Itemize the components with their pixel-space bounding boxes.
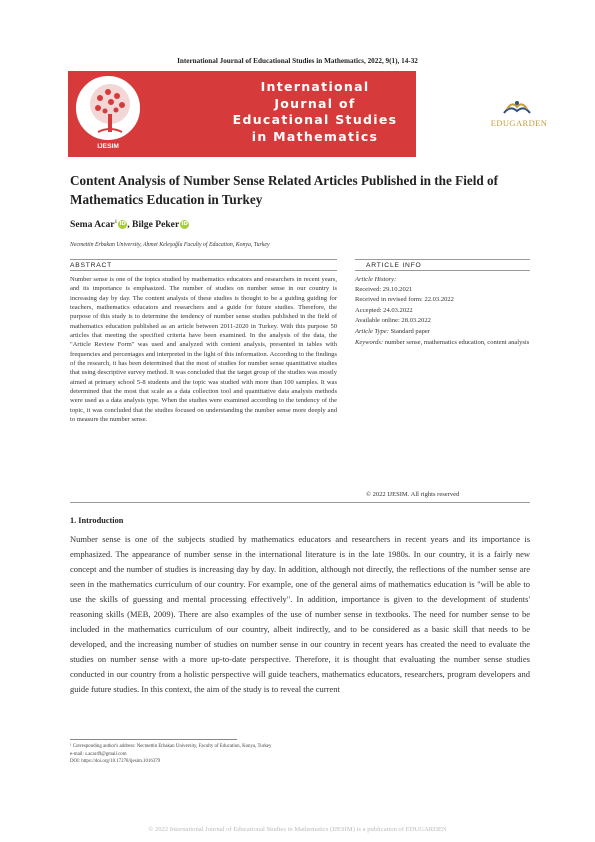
author-list [70, 219, 189, 230]
article-history-label-text: Article History: [355, 276, 397, 283]
journal-citation-line: International Journal of Educational Studies in Mathematics, 2022, 9(1), 14-32 [177, 57, 418, 65]
publisher-panel [416, 71, 548, 157]
page-footer: © 2022 International Journal of Educational Studies in Mathematics (IJESIM) is a publication of EDUGARDEN [148, 826, 447, 833]
journal-banner [68, 71, 548, 157]
section-heading: 1. Introduction [70, 516, 124, 525]
online-date: Available online: 28.03.2022 [355, 317, 431, 324]
banner-title-line: in Mathematics [251, 128, 379, 144]
footnote-divider [70, 739, 237, 740]
introduction-text: Number sense is one of the subjects studied by mathematics educators and researchers in recent years and its importance is emphasized. The appearance of number sense in the international literature is in the late 1980s. In our country, it is a fairly new concept and the number of studies is increasing day by day. In addition, although not directly, the reflections of the number sense are seen in the mathematics curriculum of our country. For example, one of the general aims of mathematics education is "will be able to use the skills of guessing and mental processing effectively". In addition, importance is given to the development of students' reasoning skills (MEB, 2009). There are also examples of the use of number sense in textbooks. The need for number sense to be included in the mathematics curriculum of our country, albeit indirectly, and to be considered as a basic skill that needs to be developed, and the increasing number of studies on number sense in our country in recent years has created the need to evaluate the studies on number sense with a more up-to-date perspective. Therefore, it is thought that evaluating the number sense studies conducted in our country from a holistic perspective will guide teachers, mathematics educators, researchers, program developers and guide future studies. In this context, the aim of the study is to reveal the current [70, 534, 530, 695]
orcid-icon[interactable]: iD [181, 221, 188, 227]
tree-logo-icon [76, 76, 140, 140]
revised-date: Received in revised form: 22.03.2022 [355, 296, 454, 303]
article-type-label: Article Type: [355, 328, 389, 335]
article-info-heading: ARTICLE INFO [366, 262, 422, 269]
keywords [355, 338, 530, 347]
author-name: Bilge Peker [132, 219, 180, 230]
footnote-address: ¹ Corresponding author's address: Necmettin Erbakan University, Faculty of Education, Konya, Turkey [70, 744, 272, 749]
divider [70, 270, 337, 271]
divider [70, 502, 530, 503]
article-type-value: Standard paper [388, 328, 430, 335]
affiliation: Necmettin Erbakan University, Ahmet Keleşoğlu Faculty of Education, Konya, Turkey [70, 242, 270, 248]
abstract-heading: ABSTRACT [70, 262, 113, 269]
banner-title-line: Educational Studies [232, 112, 398, 127]
accepted-date: Accepted: 24.03.2022 [355, 307, 413, 314]
divider [355, 270, 530, 271]
abstract-copyright: © 2022 IJESIM. All rights reserved [366, 491, 460, 498]
abstract-text: Number sense is one of the topics studied by mathematics educators and researchers in recent years, and its importance is emphasized. The number of studies on number sense in our country is increasing day by day. The content analysis of these studies is thought to be a guiding guiding for teachers, mathematics educators and researchers and a guide for future studies. Therefore, the purpose of this study is to determine the tendency of number sense studies published in the field of mathematics education published as an article between 2011-2020 in Turkey. With this purpose 50 articles that meeting the specified criteria have been examined. In the analysis of the data, the "Article Review Form" was used and analyzed with content analysis, presented in tables with frequencies and percentages and interpreted in the light of this information. According to the findings of the research, it has been determined that the most of studies for number sense quantitative studies that using descriptive survey method. It was concluded that the target group of the studies was mostly aimed at primary school 5-8 students and the topic was studied with more than 100 samples. It was determined that the most that scale as a data collection tool and quantitative data analysis methods were used as a data analysis type. When the studies were examined according to the tendency of the topic, it was concluded that the studies focused on understanding the number sense more deeply and to measure the number sense. [70, 276, 337, 423]
author-separator: , [127, 219, 133, 230]
logo-label: IJESIM [97, 143, 119, 150]
article-history-label [355, 275, 530, 284]
article-title: Content Analysis of Number Sense Related Articles Published in the Field of Mathematics Education in Turkey [70, 173, 498, 207]
book-icon [502, 99, 532, 117]
footnote-doi[interactable]: DOI: https://doi.org/10.17278/ijesim.1016379 [70, 759, 161, 764]
footnote-mark: 1 [114, 219, 118, 225]
publisher-name: EDUGARDEN [490, 118, 548, 128]
article-type [355, 327, 530, 336]
banner-title-line: Journal of [274, 95, 356, 111]
received-date: Received: 29.10.2021 [355, 286, 413, 293]
footnote [70, 743, 271, 766]
keywords-label: Keywords: [355, 339, 384, 346]
banner-title [220, 79, 410, 145]
orcid-icon[interactable]: iD [119, 221, 126, 227]
keywords-value: number sense, mathematics education, content analysis [383, 339, 530, 346]
author-name: Sema Acar [70, 219, 115, 230]
footnote-email: e-mail: s.acar49@gmail.com [70, 751, 127, 757]
banner-title-line: International [260, 79, 370, 94]
divider [355, 259, 530, 260]
divider [70, 259, 337, 260]
